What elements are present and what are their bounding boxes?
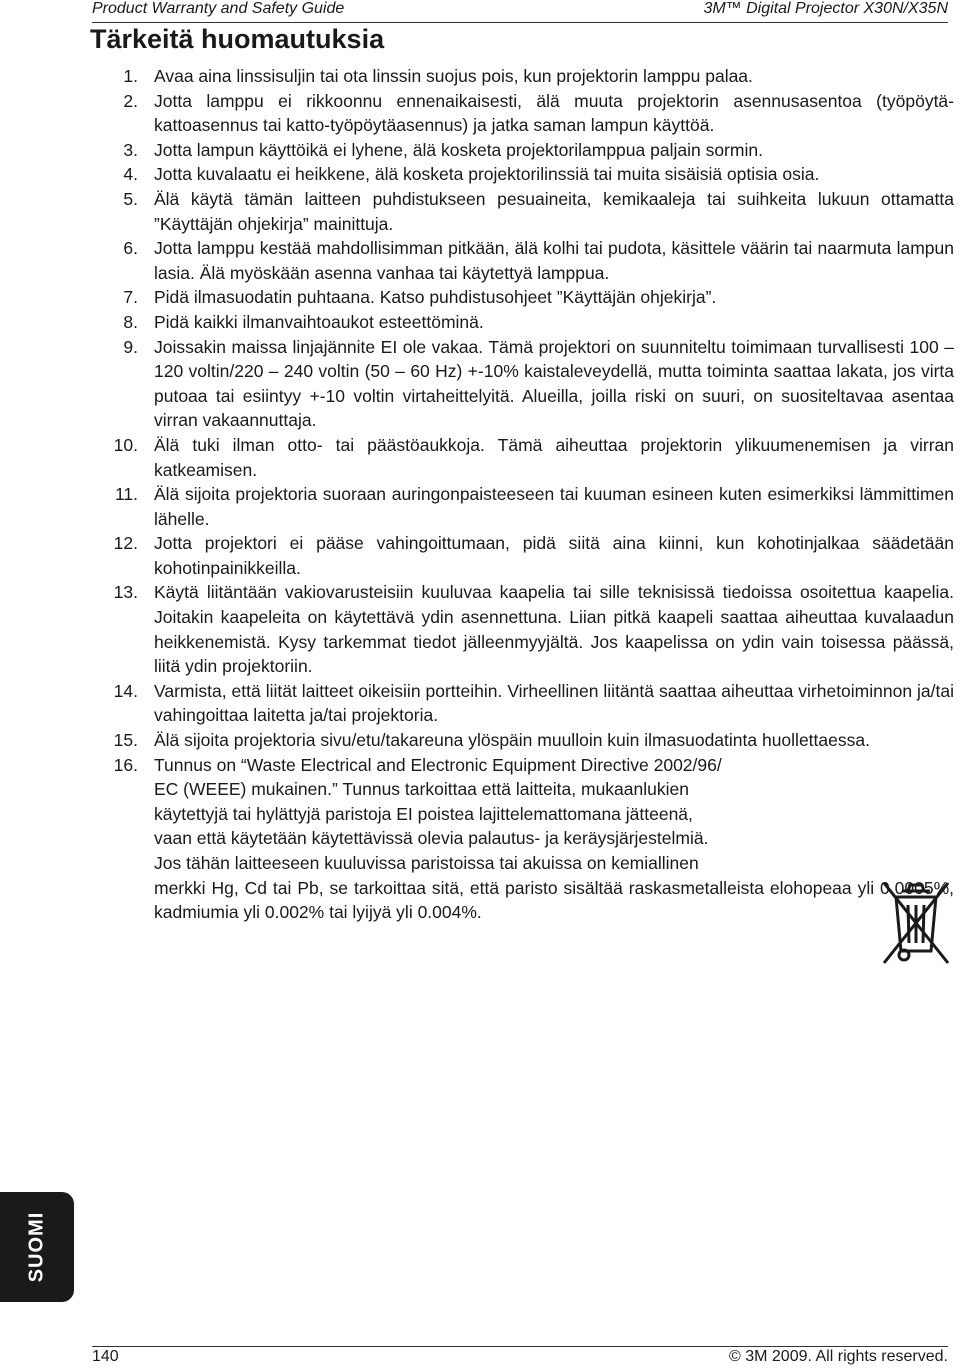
list-item — [104, 531, 954, 580]
item-number: 11. — [114, 484, 138, 505]
list-item — [104, 187, 954, 236]
list-item — [104, 285, 954, 310]
weee-crossed-bin-icon — [878, 877, 954, 969]
item-number: 10. — [113, 434, 138, 455]
list-item — [104, 728, 954, 753]
item-text-rest: merkki Hg, Cd tai Pb, se tarkoittaa sitä, että paristo sisältää raskasmetalleista elohopeaa yli 0.0005%, kadmiumia yli 0.002% tai lyijyä yli 0.004%. — [154, 877, 954, 923]
item-number: 8. — [123, 311, 138, 332]
list-item — [104, 679, 954, 728]
item-text: Varmista, että liität laitteet oikeisiin portteihin. Virheellinen liitäntä saattaa aiheuttaa virhetoiminnon ja/tai vahingoittaa laitetta ja/tai projektoria. — [154, 680, 954, 726]
item-number: 1. — [123, 66, 138, 86]
list-item — [104, 433, 954, 482]
item-text-line: Jos tähän laitteeseen kuuluvissa paristoissa tai akuissa on kemiallinen — [154, 853, 699, 873]
item-number: 4. — [123, 164, 138, 185]
list-item-weee — [104, 753, 954, 925]
item-text: Jotta kuvalaatu ei heikkene, älä kosketa projektorilinssiä tai muita sisäisiä optisia osia. — [154, 164, 820, 185]
item-number: 2. — [123, 90, 138, 111]
item-text: Älä käytä tämän laitteen puhdistukseen pesuaineita, kemikaaleja tai suihkeita lukuun ottamatta ”Käyttäjän ohjekirja” mainittuja. — [154, 188, 954, 234]
item-text: Pidä kaikki ilmanvaihtoaukot esteettöminä. — [154, 311, 484, 332]
item-text: Jotta lampun käyttöikä ei lyhene, älä kosketa projektorilamppua paljain sormin. — [154, 139, 763, 160]
item-number: 9. — [123, 336, 138, 357]
item-number: 3. — [123, 139, 138, 160]
list-item — [104, 162, 954, 187]
item-text: Pidä ilmasuodatin puhtaana. Katso puhdistusohjeet ”Käyttäjän ohjekirja”. — [154, 287, 717, 308]
item-text: Jotta projektori ei pääse vahingoittumaan, pidä siitä aina kiinni, kun kohotinjalkaa säädetään kohotinpainikkeilla. — [154, 533, 954, 578]
list-item — [104, 236, 954, 285]
list-item — [104, 310, 954, 335]
item-number: 14. — [113, 680, 138, 701]
item-number: 6. — [123, 238, 138, 259]
item-text: Älä sijoita projektoria suoraan auringonpaisteeseen tai kuuman esineen kuten esimerkiksi lämmittimen lähelle. — [154, 484, 954, 529]
item-number: 16. — [113, 754, 138, 775]
item-number: 5. — [123, 188, 138, 209]
item-text: Jotta lamppu kestää mahdollisimman pitkään, älä kolhi tai pudota, käsittele väärin tai naarmuta lampun lasia. Älä myöskään asenna vanhaa tai käytettyä lamppua. — [154, 238, 954, 283]
item-text-line: käytettyjä tai hylättyjä paristoja EI poistea lajittelemattomana jätteenä, — [154, 803, 693, 824]
list-item — [104, 138, 954, 163]
item-number: 7. — [123, 287, 138, 308]
item-text: Älä tuki ilman otto- tai päästöaukkoja. Tämä aiheuttaa projektorin ylikuumenemisen ja virran katkeamisen. — [154, 434, 954, 480]
item-text: Jotta lamppu ei rikkoonnu ennenaikaisesti, älä muuta projektorin asennusasentoa (työpöytä-kattoasennus tai katto-työpöytäasennus) ja jatka saman lampun käyttöä. — [154, 90, 954, 136]
item-text-line: vaan että käytetään käytettävissä olevia palautus- ja keräysjärjestelmiä. — [154, 828, 709, 849]
item-number: 15. — [113, 730, 138, 751]
list-item — [104, 580, 954, 678]
list-item — [104, 482, 954, 531]
copyright-notice: © 3M 2009. All rights reserved. — [729, 1348, 948, 1365]
item-number: 12. — [113, 533, 138, 554]
item-text: Käytä liitäntään vakiovarusteisiin kuuluvaa kaapelia tai sille teknisissä tiedoissa osoitettua kaapelia. Joitakin kaapeleita on käytettävä ydin asennettuna. Liian pitkä kaapeli saattaa aiheuttaa kuvalaadun heikkenemistä. Kysy tarkemmat tiedot jälleenmyyjältä. Jos kaapelissa on ydin vain toisessa päässä, liitä ydin projektoriin. — [154, 582, 954, 677]
page-header — [92, 0, 948, 22]
header-guide-title: Product Warranty and Safety Guide — [92, 0, 345, 17]
page-number: 140 — [92, 1348, 119, 1365]
list-item — [104, 89, 954, 138]
item-text: Avaa aina linssisuljin tai ota linssin suojus pois, kun projektorin lamppu palaa. — [154, 66, 753, 86]
item-number: 13. — [113, 582, 138, 603]
item-text: Älä sijoita projektoria sivu/etu/takareuna ylöspäin muulloin kuin ilmasuodatinta huollettaessa. — [154, 730, 870, 751]
header-product-name: 3M™ Digital Projector X30N/X35N — [703, 0, 948, 17]
item-text-line: Tunnus on “Waste Electrical and Electronic Equipment Directive 2002/96/ — [154, 754, 722, 775]
notice-list — [104, 64, 954, 925]
page-title: Tärkeitä huomautuksia — [90, 24, 385, 54]
list-item — [104, 64, 954, 89]
item-text: Joissakin maissa linjajännite EI ole vakaa. Tämä projektori on suunniteltu toimimaan turvallisesti 100 – 120 voltin/220 – 240 voltin (50 – 60 Hz) +-10% kaistaleveydellä, mutta toiminta saattaa lakata, jos virta putoaa tai esiintyy +-10 voltin virtaheittelyitä. Alueilla, joilla riski on suuri, on suositeltavaa asentaa virran vakaannuttaja. — [154, 336, 954, 431]
list-item — [104, 335, 954, 433]
language-tab — [0, 1192, 74, 1302]
item-text-line: EC (WEEE) mukainen.” Tunnus tarkoittaa että laitteita, mukaanlukien — [154, 779, 689, 800]
language-tab-label: SUOMI — [25, 1211, 48, 1283]
footer-divider — [92, 1346, 948, 1347]
